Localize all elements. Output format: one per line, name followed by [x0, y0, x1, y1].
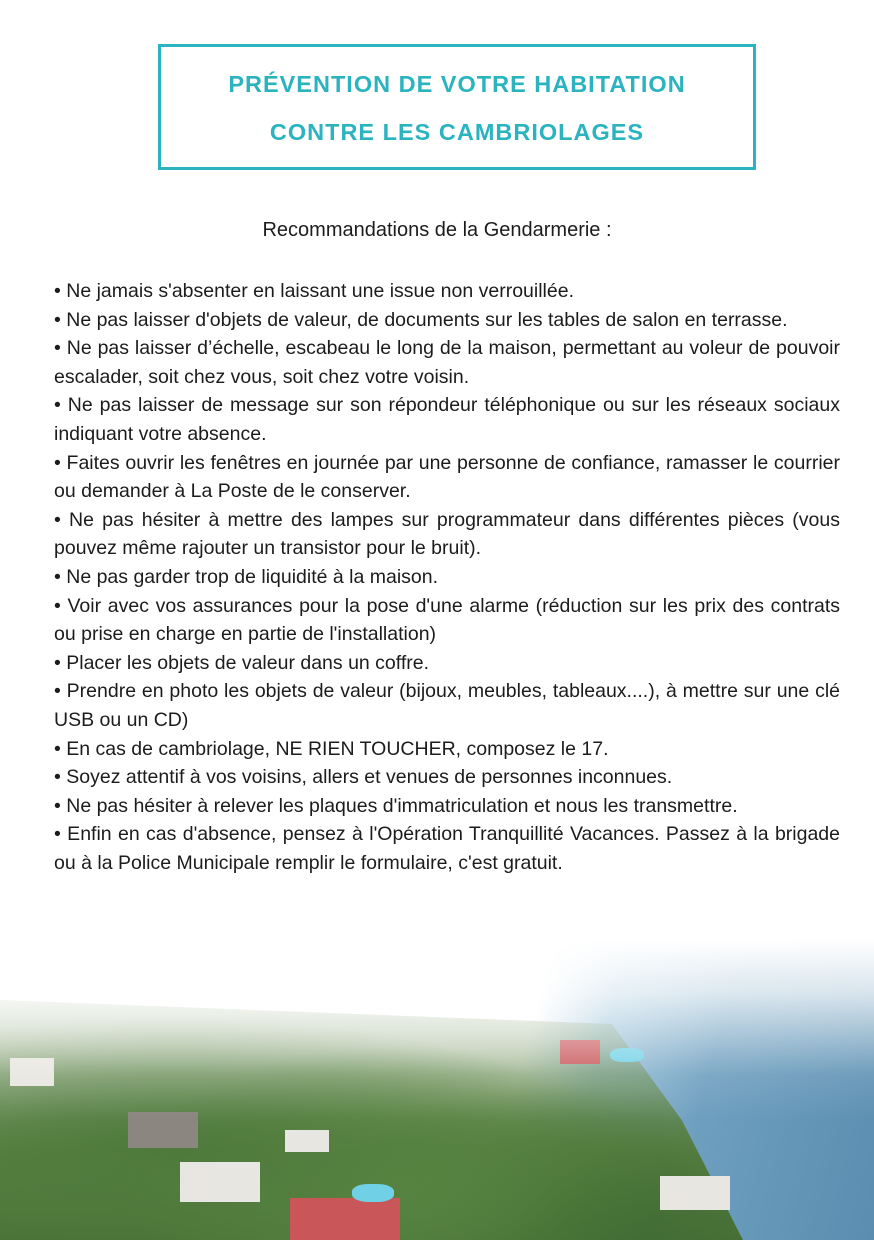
title-box [158, 44, 756, 170]
list-item: • Ne jamais s'absenter en laissant une issue non verrouillée. [54, 280, 574, 302]
list-item: • Voir avec vos assurances pour la pose d'une alarme (réduction sur les prix des contrats ou prise en charge en partie de l'installation) [54, 594, 840, 646]
list-item: • Enfin en cas d'absence, pensez à l'Opération Tranquillité Vacances. Passez à la brigade ou à la Police Municipale remplir le formulaire, c'est gratuit. [54, 823, 840, 874]
list-item: • En cas de cambriolage, NE RIEN TOUCHER, composez le 17. [54, 737, 609, 760]
photo-fade [0, 940, 874, 1240]
title-line-1: PRÉVENTION DE VOTRE HABITATION [228, 71, 686, 97]
subheading: Recommandations de la Gendarmerie : [262, 219, 612, 241]
list-item: • Ne pas hésiter à relever les plaques d'immatriculation et nous les transmettre. [54, 794, 738, 817]
list-item: • Faites ouvrir les fenêtres en journée par une personne de confiance, ramasser le courrier ou demander à La Poste de le conserver. [54, 451, 840, 503]
list-item: • Ne pas hésiter à mettre des lampes sur programmateur dans différentes pièces (vous pouvez même rajouter un transistor pour le bruit). [54, 508, 840, 560]
list-item: • Ne pas laisser d’échelle, escabeau le long de la maison, permettant au voleur de pouvoir escalader, soit chez vous, soit chez votre voisin. [54, 337, 840, 388]
list-item: • Soyez attentif à vos voisins, allers et venues de personnes inconnues. [54, 766, 673, 789]
list-item: • Ne pas garder trop de liquidité à la maison. [54, 565, 439, 588]
list-item: • Ne pas laisser d'objets de valeur, de documents sur les tables de salon en terrasse. [54, 308, 788, 331]
recommendation-list [54, 277, 840, 877]
list-item: • Ne pas laisser de message sur son répondeur téléphonique ou sur les réseaux sociaux indiquant votre absence. [54, 394, 840, 445]
list-item: • Prendre en photo les objets de valeur (bijoux, meubles, tableaux....), à mettre sur une clé USB ou un CD) [54, 680, 840, 731]
aerial-coast-photo [0, 940, 874, 1240]
title-line-2: CONTRE LES CAMBRIOLAGES [269, 119, 645, 145]
list-item: • Placer les objets de valeur dans un coffre. [54, 651, 430, 674]
